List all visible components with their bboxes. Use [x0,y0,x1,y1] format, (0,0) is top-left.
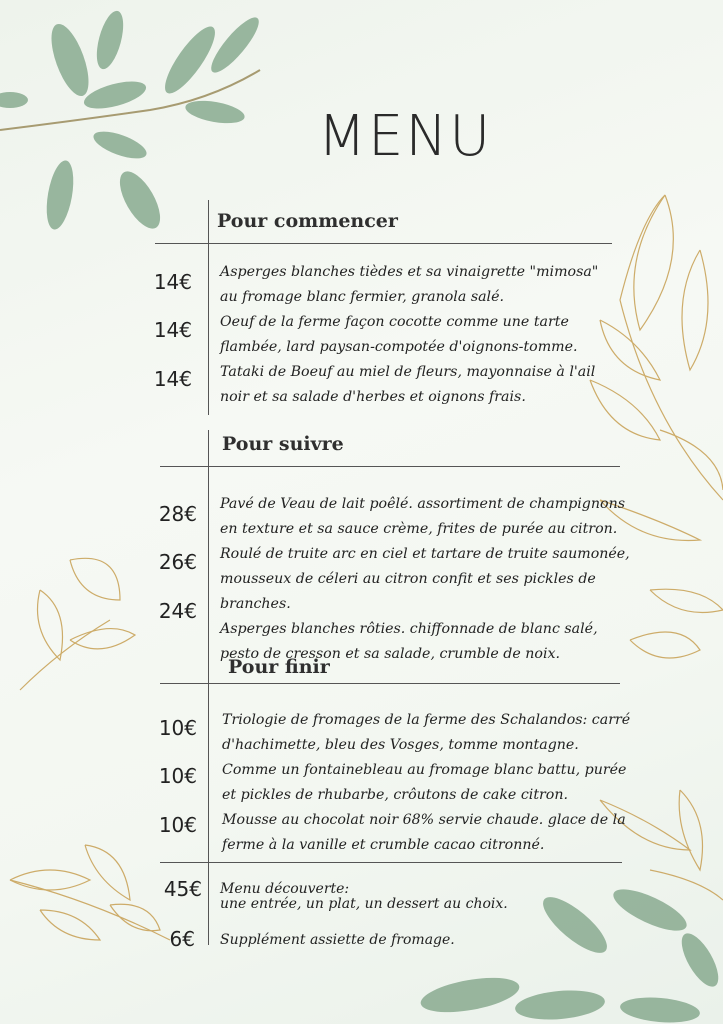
price-cheese-supplement: 6€ [169,927,195,951]
price-starter-2: 14€ [153,318,192,342]
dish-line: pesto de cresson et sa salade, crumble de noix. [220,646,561,662]
dish-line: Tataki de Boeuf au miel de fleurs, mayonnaise à l'ail [220,364,596,380]
dish-line: branches. [220,596,291,612]
dish-description [222,708,630,858]
divider-vertical [208,865,209,945]
price-tasting-menu: 45€ [163,877,202,901]
section-heading-desserts: Pour finir [228,656,330,678]
section-heading-starters: Pour commencer [217,210,398,232]
divider-horizontal [160,862,622,863]
divider-vertical [208,200,209,415]
tasting-menu-description [220,882,508,912]
divider-vertical [208,430,209,660]
cheese-supplement-description [220,933,455,948]
section-heading-mains: Pour suivre [222,433,344,455]
price-main-1: 28€ [158,502,197,526]
dish-line: Asperges blanches rôties. chiffonnade de blanc salé, [220,621,598,637]
dish-line: et pickles de rhubarbe, crôutons de cake citron. [222,787,568,803]
price-starter-3: 14€ [153,367,192,391]
dish-line: Roulé de truite arc en ciel et tartare de truite saumonée, [220,546,630,562]
dish-line: ferme à la vanille et crumble cacao citronné. [222,837,545,853]
dish-line: noir et sa salade d'herbes et oignons frais. [220,389,526,405]
dish-line: au fromage blanc fermier, granola salé. [220,289,504,305]
divider-horizontal [160,466,620,467]
price-dessert-1: 10€ [158,716,197,740]
dish-line: Supplément assiette de fromage. [220,932,455,948]
dish-line: Pavé de Veau de lait poêlé. assortiment de champignons [220,496,625,512]
price-main-3: 24€ [158,599,197,623]
dish-line: Triologie de fromages de la ferme des Schalandos: carré [222,712,631,728]
divider-vertical [208,660,209,865]
dish-line: Mousse au chocolat noir 68% servie chaude. glace de la [222,812,626,828]
dish-line: flambée, lard paysan-compotée d'oignons-tomme. [220,339,578,355]
dish-line: Menu découverte: [220,881,350,897]
dish-line: mousseux de céleri au citron confit et ses pickles de [220,571,596,587]
dish-line: Asperges blanches tièdes et sa vinaigrette "mimosa" [220,264,599,280]
price-starter-1: 14€ [153,270,192,294]
divider-horizontal [155,243,612,244]
dish-line: d'hachimette, bleu des Vosges, tomme montagne. [222,737,579,753]
price-dessert-3: 10€ [158,813,197,837]
menu-title: MENU [317,104,493,169]
divider-horizontal [160,683,620,684]
dish-line: en texture et sa sauce crème, frites de purée au citron. [220,521,618,537]
price-dessert-2: 10€ [158,764,197,788]
dish-line: une entrée, un plat, un dessert au choix. [220,896,508,912]
dish-description [220,260,598,410]
dish-description [220,492,630,667]
dish-line: Comme un fontainebleau au fromage blanc battu, purée [222,762,627,778]
dish-line: Oeuf de la ferme façon cocotte comme une tarte [220,314,569,330]
price-main-2: 26€ [158,550,197,574]
